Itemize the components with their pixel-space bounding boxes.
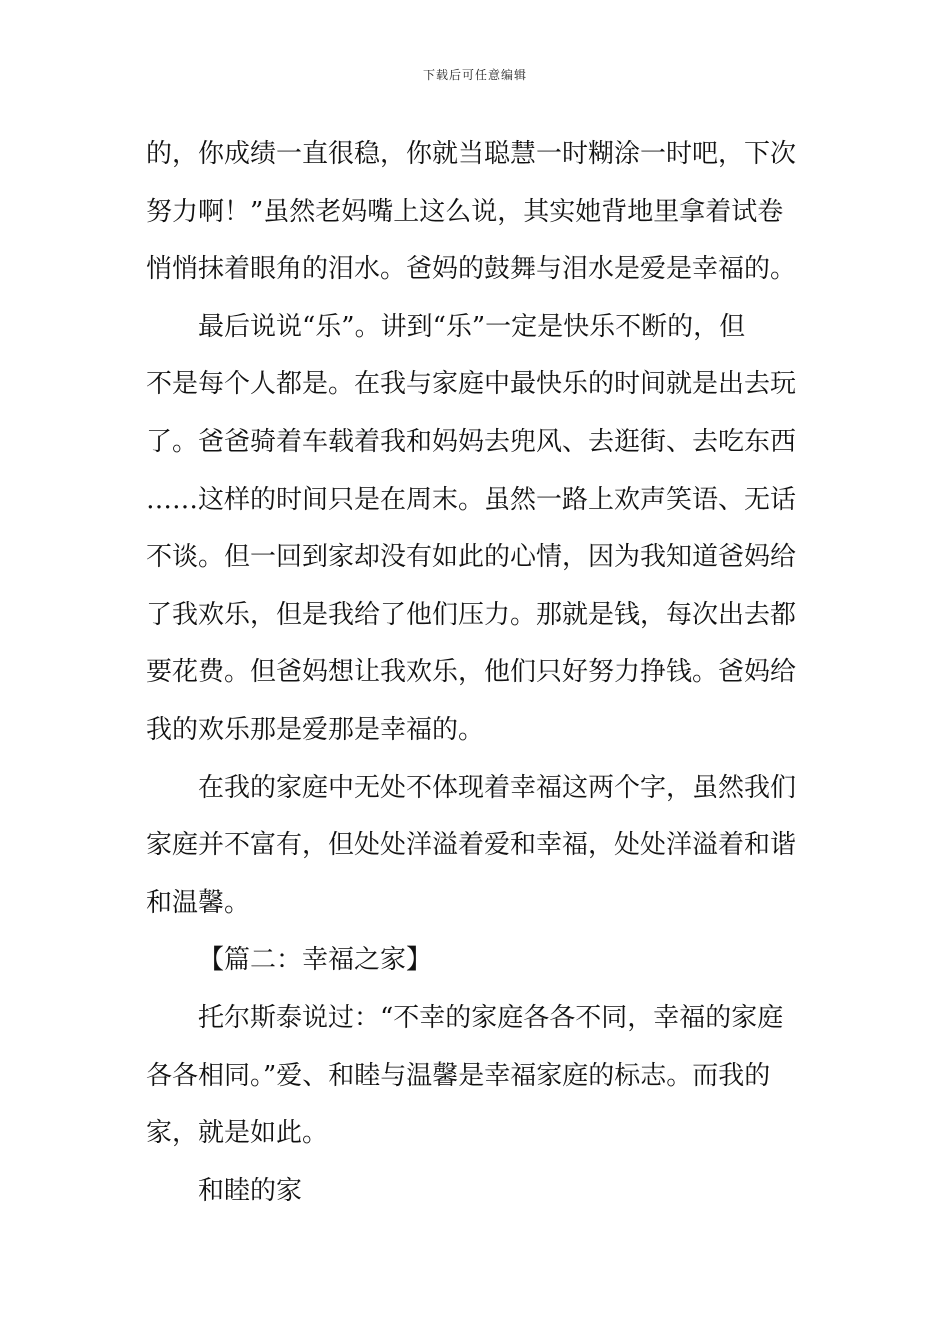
paragraph xyxy=(146,299,806,760)
text-line: 了我欢乐，但是我给了他们压力。那就是钱，每次出去都 xyxy=(146,599,797,630)
text-line: 在我的家庭中无处不体现着幸福这两个字，虽然我们 xyxy=(198,772,797,803)
text-line: 家庭并不富有，但处处洋溢着爱和幸福，处处洋溢着和谐 xyxy=(146,830,797,861)
text-line: 和温馨。 xyxy=(146,887,251,918)
text-line: 家，就是如此。 xyxy=(146,1118,329,1149)
text-line: 努力啊！”虽然老妈嘴上这么说，其实她背地里拿着试卷 xyxy=(146,196,784,227)
text-line: 不是每个人都是。在我与家庭中最快乐的时间就是出去玩 xyxy=(146,369,797,400)
document-body xyxy=(146,126,806,1220)
text-line: 要花费。但爸妈想让我欢乐，他们只好努力挣钱。爸妈给 xyxy=(146,657,797,688)
text-line: 我的欢乐那是爱那是幸福的。 xyxy=(146,714,485,745)
page-header: 下载后可任意编辑 xyxy=(422,68,527,82)
paragraph xyxy=(146,990,806,1163)
paragraph xyxy=(146,126,806,299)
text-line: 最后说说“乐”。讲到“乐”一定是快乐不断的，但 xyxy=(198,311,746,342)
text-line: 不谈。但一回到家却没有如此的心情，因为我知道爸妈给 xyxy=(146,542,797,573)
text-line: 各各相同。”爱、和睦与温馨是幸福家庭的标志。而我的 xyxy=(146,1060,771,1091)
section-title: 【篇二：幸福之家】 xyxy=(198,945,433,976)
text-line: 的，你成绩一直很稳，你就当聪慧一时糊涂一时吧，下次 xyxy=(146,139,797,169)
text-line: ……这样的时间只是在周末。虽然一路上欢声笑语、无话 xyxy=(146,484,797,515)
text-line: 了。爸爸骑着车载着我和妈妈去兜风、去逛街、去吃东西 xyxy=(146,426,797,457)
subheading-line: 和睦的家 xyxy=(198,1175,303,1206)
paragraph xyxy=(146,1163,806,1221)
text-line: 悄悄抹着眼角的泪水。爸妈的鼓舞与泪水是爱是幸福的。 xyxy=(146,254,797,285)
text-line: 托尔斯泰说过：“不幸的家庭各各不同，幸福的家庭 xyxy=(198,1002,784,1033)
paragraph xyxy=(146,760,806,933)
section-heading xyxy=(146,932,806,990)
